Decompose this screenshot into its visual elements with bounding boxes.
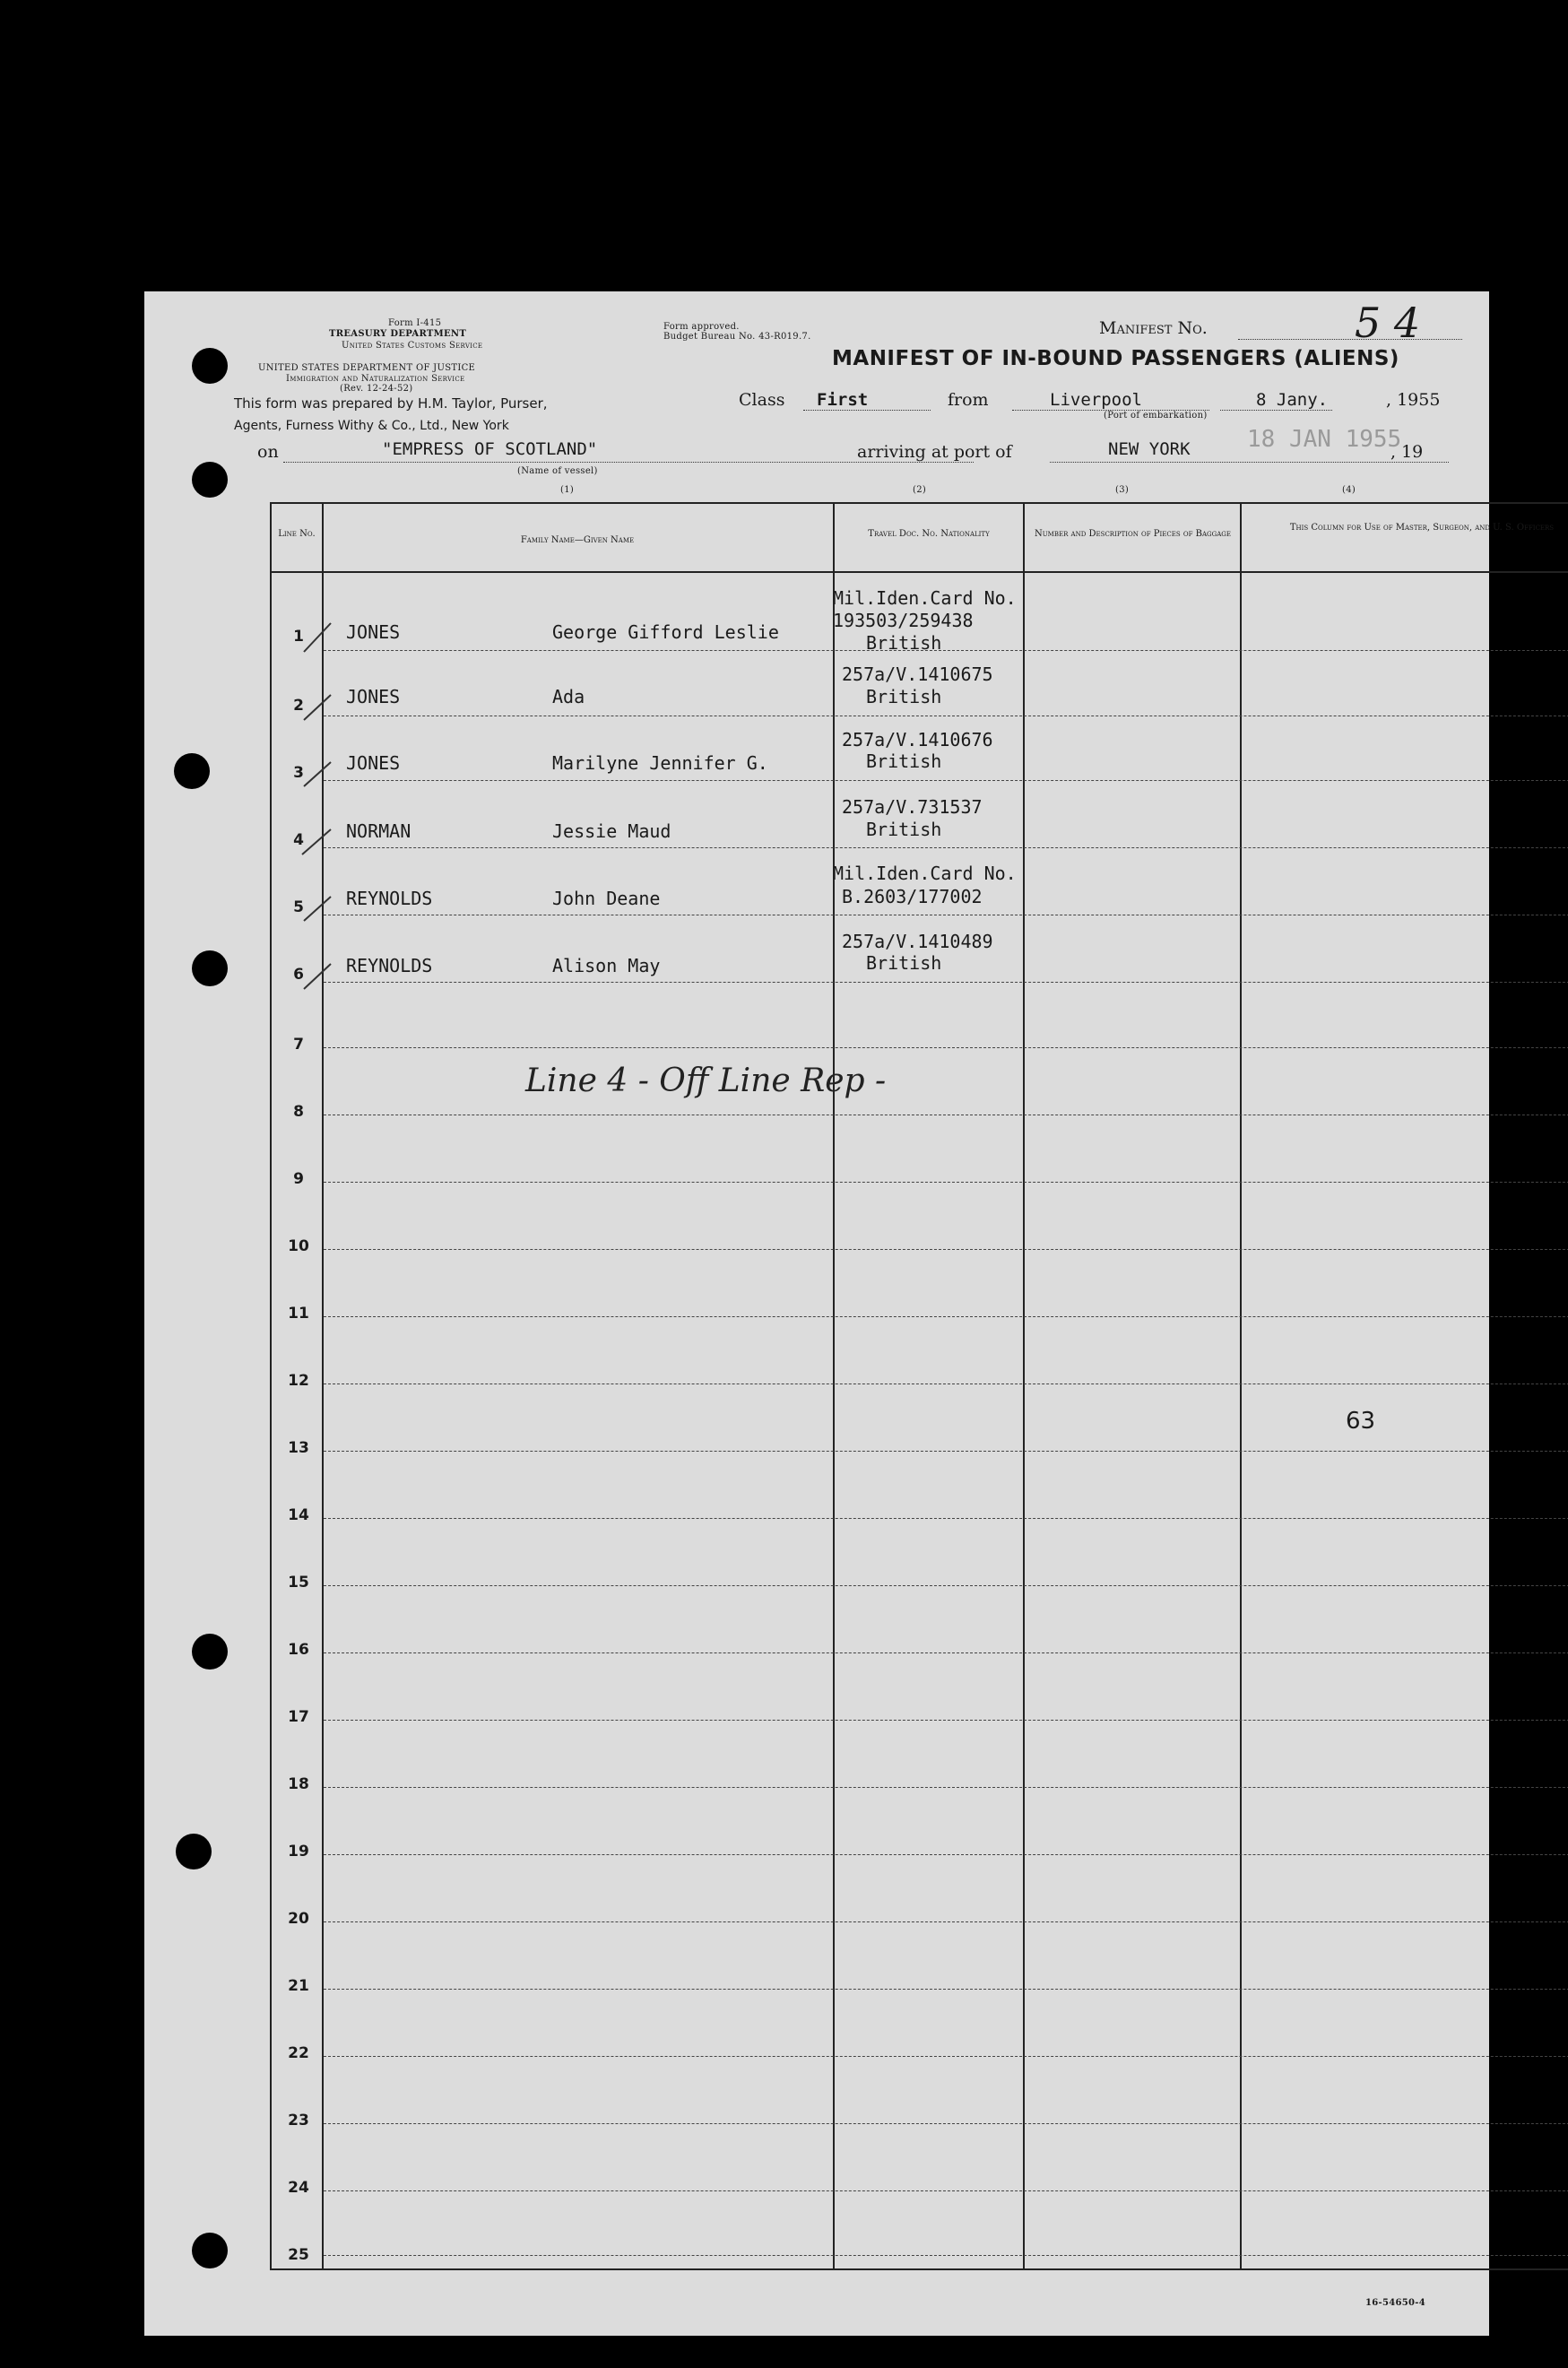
binder-hole bbox=[192, 348, 228, 384]
form-approved: Form approved. bbox=[663, 322, 740, 332]
line-number: 1 bbox=[293, 628, 304, 646]
header-line-no: Line No. bbox=[278, 529, 316, 539]
given-name: George Gifford Leslie bbox=[552, 621, 779, 643]
header-officers: This Column for Use of Master, Surgeon, and U. S. Officers bbox=[1289, 523, 1555, 533]
line-number: 7 bbox=[293, 1036, 304, 1054]
line-number: 13 bbox=[288, 1439, 309, 1457]
column-number-4: (4) bbox=[1342, 485, 1356, 495]
row-divider bbox=[324, 2190, 1568, 2191]
row-divider bbox=[324, 1316, 1568, 1317]
port-of-embarkation: Liverpool bbox=[1050, 390, 1142, 410]
checkmark-icon bbox=[295, 614, 349, 1018]
line-number: 12 bbox=[288, 1372, 309, 1390]
revision-date: (Rev. 12-24-52) bbox=[340, 384, 413, 394]
line-number: 16 bbox=[288, 1641, 309, 1659]
row-divider bbox=[324, 2056, 1568, 2057]
row-divider bbox=[324, 1249, 1568, 1250]
line-number: 21 bbox=[288, 1977, 309, 1995]
line-number: 20 bbox=[288, 1910, 309, 1928]
travel-doc-number: 257a/V.731537 bbox=[842, 796, 983, 818]
nationality: British bbox=[866, 952, 942, 974]
row-divider bbox=[324, 1182, 1568, 1183]
row-divider bbox=[324, 1451, 1568, 1452]
given-name: Jessie Maud bbox=[552, 820, 671, 842]
handwritten-annotation: Line 4 - Off Line Rep - bbox=[525, 1063, 887, 1099]
line-number: 5 bbox=[293, 898, 304, 916]
given-name: Alison May bbox=[552, 955, 661, 976]
row-divider bbox=[324, 1518, 1568, 1519]
vessel-caption: (Name of vessel) bbox=[517, 466, 598, 476]
prepared-by: This form was prepared by H.M. Taylor, Purser, bbox=[234, 395, 548, 412]
row-divider bbox=[324, 780, 1568, 781]
margin-note: 63 bbox=[1346, 1408, 1376, 1435]
line-number: 9 bbox=[293, 1170, 304, 1188]
immigration-service: Immigration and Naturalization Service bbox=[286, 374, 465, 384]
travel-doc-number: 257a/V.1410676 bbox=[842, 729, 993, 750]
row-divider bbox=[324, 1652, 1568, 1653]
agents-line: Agents, Furness Withy & Co., Ltd., New York bbox=[234, 419, 509, 433]
vessel-name: "EMPRESS OF SCOTLAND" bbox=[382, 439, 598, 459]
customs-service: United States Customs Service bbox=[342, 341, 483, 351]
budget-bureau: Budget Bureau No. 43-R019.7. bbox=[663, 332, 811, 342]
departure-year: , 1955 bbox=[1386, 390, 1441, 410]
line-number: 24 bbox=[288, 2179, 309, 2197]
row-divider bbox=[324, 1854, 1568, 1855]
footer-code: 16-54650-4 bbox=[1365, 2298, 1425, 2308]
on-label: on bbox=[257, 442, 279, 462]
row-divider bbox=[324, 1787, 1568, 1788]
nationality: British bbox=[866, 686, 942, 707]
line-number: 25 bbox=[288, 2246, 309, 2264]
binder-hole bbox=[176, 1834, 212, 1869]
nationality: British bbox=[866, 632, 942, 654]
family-name: JONES bbox=[346, 752, 401, 774]
column-number-1: (1) bbox=[560, 485, 575, 495]
column-number-3: (3) bbox=[1115, 485, 1130, 495]
line-number: 22 bbox=[288, 2044, 309, 2062]
given-name: John Deane bbox=[552, 888, 661, 909]
binder-hole bbox=[174, 753, 210, 789]
justice-department: UNITED STATES DEPARTMENT OF JUSTICE bbox=[258, 363, 476, 373]
family-name: JONES bbox=[346, 686, 401, 707]
class-label: Class bbox=[739, 390, 785, 410]
family-name: JONES bbox=[346, 621, 401, 643]
row-divider bbox=[324, 1047, 1568, 1048]
class-value: First bbox=[817, 390, 869, 410]
line-number: 2 bbox=[293, 697, 304, 715]
family-name: REYNOLDS bbox=[346, 955, 433, 976]
travel-doc-number: 193503/259438 bbox=[833, 610, 974, 631]
travel-doc-type: Mil.Iden.Card No. bbox=[833, 863, 1017, 884]
row-divider bbox=[324, 650, 1568, 651]
binder-hole bbox=[192, 950, 228, 986]
manifest-number: 5 4 bbox=[1355, 299, 1421, 347]
line-number: 17 bbox=[288, 1708, 309, 1726]
line-number: 6 bbox=[293, 966, 304, 984]
row-divider bbox=[324, 982, 1568, 983]
column-number-2: (2) bbox=[913, 485, 927, 495]
treasury-department: TREASURY DEPARTMENT bbox=[329, 329, 467, 339]
binder-hole bbox=[192, 1634, 228, 1670]
port-embarkation-caption: (Port of embarkation) bbox=[1104, 411, 1208, 421]
row-divider bbox=[324, 2255, 1568, 2256]
row-divider bbox=[324, 1989, 1568, 1990]
header-name: Family Name—Given Name bbox=[520, 535, 635, 545]
row-divider bbox=[324, 847, 1568, 848]
given-name: Ada bbox=[552, 686, 585, 707]
line-number: 18 bbox=[288, 1775, 309, 1793]
arriving-label: arriving at port of bbox=[857, 442, 1012, 462]
arrival-date-stamp: 18 JAN 1955 bbox=[1247, 426, 1402, 453]
given-name: Marilyne Jennifer G. bbox=[552, 752, 768, 774]
travel-doc-number: B.2603/177002 bbox=[842, 886, 983, 907]
header-baggage: Number and Description of Pieces of Baggage bbox=[1035, 529, 1231, 539]
row-divider bbox=[324, 2123, 1568, 2124]
manifest-no-label: Manifest No. bbox=[1099, 318, 1208, 338]
line-number: 11 bbox=[288, 1305, 309, 1323]
from-label: from bbox=[948, 390, 989, 410]
travel-doc-number: 257a/V.1410489 bbox=[842, 931, 993, 952]
row-divider bbox=[324, 1585, 1568, 1586]
manifest-sheet bbox=[144, 291, 1555, 2336]
nationality: British bbox=[866, 750, 942, 772]
page-title: MANIFEST OF IN-BOUND PASSENGERS (ALIENS) bbox=[832, 347, 1399, 370]
travel-doc-number: 257a/V.1410675 bbox=[842, 664, 993, 685]
row-divider bbox=[324, 1921, 1568, 1922]
line-number: 8 bbox=[293, 1103, 304, 1121]
family-name: REYNOLDS bbox=[346, 888, 433, 909]
nationality: British bbox=[866, 819, 942, 840]
header-travel-doc: Travel Doc. No. Nationality bbox=[868, 529, 990, 539]
line-number: 23 bbox=[288, 2112, 309, 2129]
line-number: 4 bbox=[293, 831, 304, 849]
arrival-year-suffix: , 19 bbox=[1390, 442, 1424, 462]
line-number: 3 bbox=[293, 764, 304, 782]
departure-date: 8 Jany. bbox=[1256, 390, 1329, 410]
binder-hole bbox=[192, 462, 228, 498]
travel-doc-type: Mil.Iden.Card No. bbox=[833, 587, 1017, 609]
line-number: 15 bbox=[288, 1574, 309, 1592]
row-divider bbox=[324, 1720, 1568, 1721]
binder-hole bbox=[192, 2233, 228, 2268]
family-name: NORMAN bbox=[346, 820, 411, 842]
arrival-port: NEW YORK bbox=[1108, 439, 1191, 459]
line-number: 14 bbox=[288, 1506, 309, 1524]
line-number: 19 bbox=[288, 1843, 309, 1861]
line-number: 10 bbox=[288, 1237, 309, 1255]
form-number: Form I-415 bbox=[388, 318, 442, 328]
